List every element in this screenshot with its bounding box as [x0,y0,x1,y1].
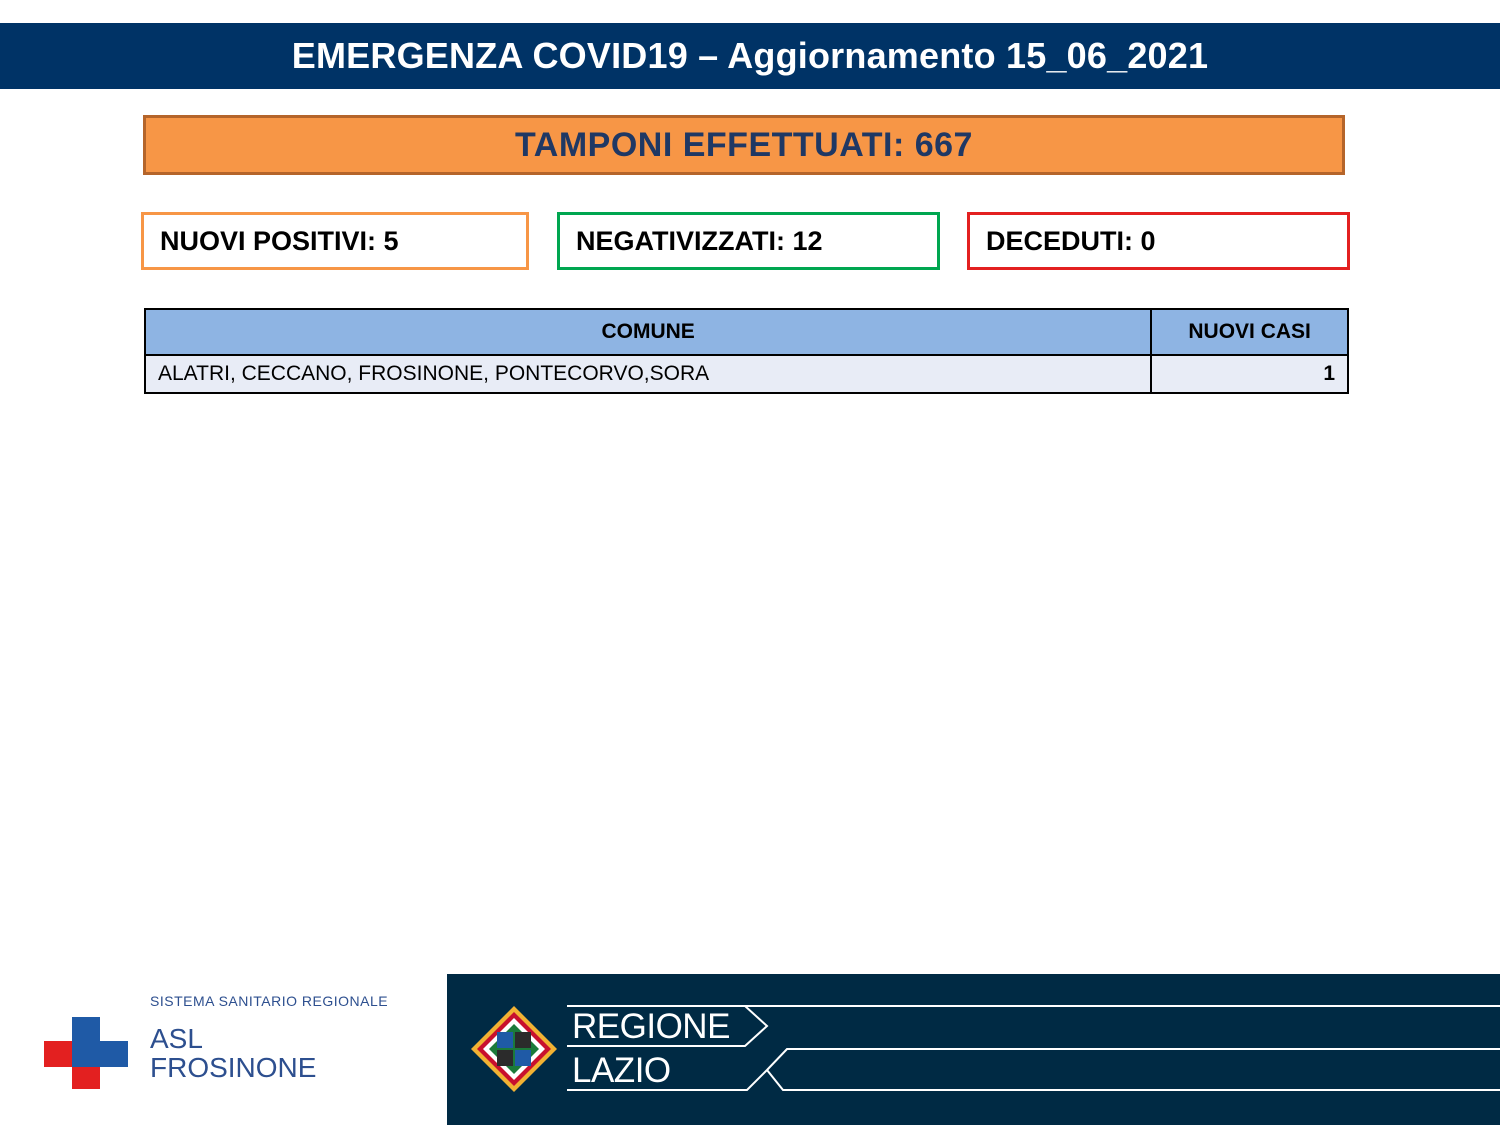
header-comune: COMUNE [145,309,1151,355]
asl-name [150,1024,316,1082]
asl-line2: FROSINONE [150,1052,317,1083]
regione-lazio-banner [447,974,1500,1125]
table-row [145,355,1348,393]
lazio-lines-decoration [447,974,1500,1125]
deceduti-box [967,212,1350,270]
deceduti-label: DECEDUTI: 0 [986,225,1156,256]
lazio-coat-of-arms-icon [469,1004,559,1094]
nuovi-positivi-box [141,212,529,270]
tamponi-label: TAMPONI EFFETTUATI: 667 [515,125,973,164]
negativizzati-label: NEGATIVIZZATI: 12 [576,225,823,256]
header-band [0,23,1500,89]
cell-comune: ALATRI, CECCANO, FROSINONE, PONTECORVO,SORA [145,355,1151,393]
red-cross-icon [44,1017,128,1089]
table-header-row [145,309,1348,355]
asl-system-label: SISTEMA SANITARIO REGIONALE [150,993,389,1009]
cases-table [144,308,1349,394]
regione-label: REGIONE [572,1007,730,1046]
header-nuovi-casi: NUOVI CASI [1151,309,1348,355]
lazio-label: LAZIO [572,1051,671,1090]
asl-line1: ASL [150,1023,203,1054]
cell-nuovi-casi: 1 [1151,355,1348,393]
negativizzati-box [557,212,940,270]
tamponi-banner [143,115,1345,175]
nuovi-positivi-label: NUOVI POSITIVI: 5 [160,225,399,256]
asl-frosinone-logo [40,990,420,1100]
page-title: EMERGENZA COVID19 – Aggiornamento 15_06_2021 [291,35,1209,76]
